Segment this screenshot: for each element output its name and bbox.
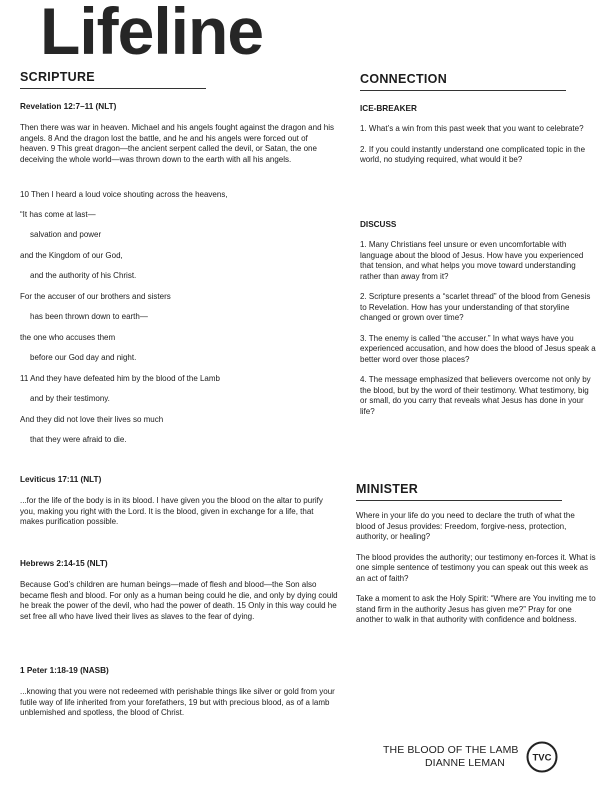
connection-column (360, 72, 596, 91)
discuss-section (360, 220, 596, 417)
leviticus-passage (20, 475, 338, 528)
icebreaker-question: 1. What’s a win from this past week that you want to celebrate? (360, 124, 584, 133)
verse-line: that they were afraid to die. (30, 435, 127, 444)
minister-paragraph: The blood provides the authority; our testimony en-forces it. What is one simple sentence of testimony you can speak out this week as an act of faith? (356, 552, 596, 583)
revelation-paragraph: Then there was war in heaven. Michael and his angels fought against the dragon and his angels. 8 And the dragon lost the battle, and he and his angels were forced out of heaven. 9 This great dragon—the ancient serpent called the devil, or Satan, the one deceiving the whole world—was thrown down to the earth with all his angels. (20, 123, 334, 164)
scripture-heading: SCRIPTURE (20, 70, 206, 89)
verse-line: before our God day and night. (30, 353, 137, 362)
icebreaker-section (360, 104, 596, 166)
verse-line: the one who accuses them (20, 333, 116, 342)
revelation-passage (20, 102, 338, 165)
hebrews-passage (20, 559, 338, 622)
connection-heading: CONNECTION (360, 72, 566, 91)
scripture-column (20, 70, 338, 89)
minister-paragraph: Where in your life do you need to declare the truth of what the blood of Jesus provides: Freedom, forgive-ness, protection, authority, or healing? (356, 511, 575, 541)
leviticus-reference: Leviticus 17:11 (NLT) (20, 475, 102, 484)
peter-passage (20, 666, 338, 719)
verse-line: and by their testimony. (30, 394, 110, 403)
verse-line: salvation and power (30, 230, 102, 239)
discuss-question: 1. Many Christians feel unsure or even uncomfortable with language about the blood of Jesus. How have you experienced that tension, and what helps you move toward understanding rather than away from it? (360, 240, 584, 281)
revelation-reference: Revelation 12:7–11 (NLT) (20, 102, 117, 111)
logo-text: TVC (532, 752, 552, 764)
verse-line: and the Kingdom of our God, (20, 251, 123, 260)
peter-reference: 1 Peter 1:18-19 (NASB) (20, 666, 109, 675)
discuss-label: DISCUSS (360, 220, 397, 229)
verse-line: For the accuser of our brothers and sisters (20, 292, 171, 301)
discuss-question: 4. The message emphasized that believers overcome not only by the blood, but by the word of their testimony. What testimony, big or small, do you carry that reveals what Jesus has done in your life? (360, 375, 591, 416)
minister-section (356, 482, 596, 626)
tvc-logo-icon (526, 741, 558, 773)
hebrews-reference: Hebrews 2:14-15 (NLT) (20, 559, 108, 568)
hebrews-text: Because God’s children are human beings—made of flesh and blood—the Son also became flesh and blood. For only as a human being could he die, and only by dying could he break the power of the devil, who had the power of death. 15 Only in this way could he set free all who have lived their lives as slaves to the fear of dying. (20, 580, 338, 621)
speaker-name: DIANNE LEMAN (425, 757, 505, 769)
verse-line: 11 And they have defeated him by the blood of the Lamb (20, 374, 220, 383)
discuss-question: 3. The enemy is called “the accuser.” In what ways have you experienced accusation, and how does the blood of Jesus speak a better word over those places? (360, 333, 596, 364)
verse-line: and the authority of his Christ. (30, 271, 137, 280)
verse-line: And they did not love their lives so much (20, 415, 164, 424)
sermon-title: THE BLOOD OF THE LAMB (383, 744, 519, 756)
verse-line: 10 Then I heard a loud voice shouting across the heavens, (20, 190, 228, 199)
leviticus-text: ...for the life of the body is in its blood. I have given you the blood on the altar to purify you, making you right with the Lord. It is the blood, given in exchange for a life, that makes purification possible. (20, 496, 323, 526)
icebreaker-question: 2. If you could instantly understand one complicated topic in the world, no studying required, what would it be? (360, 144, 586, 164)
peter-text: ...knowing that you were not redeemed with perishable things like silver or gold from your futile way of life inherited from your forefathers, 19 but with precious blood, as of a lamb unblemished and spotless, the blood of Christ. (20, 687, 335, 717)
icebreaker-label: ICE-BREAKER (360, 104, 417, 113)
minister-paragraph: Take a moment to ask the Holy Spirit: “Where are You inviting me to stand firm in the authority Jesus has given me?” Pray for one another to walk in that authority with confidence and boldness. (356, 594, 596, 624)
page-title: Lifeline (40, 0, 264, 68)
verse-line: has been thrown down to earth— (30, 312, 148, 321)
discuss-question: 2. Scripture presents a “scarlet thread” of the blood from Genesis to Revelation. How has your understanding of that storyline changed or grown over time? (360, 292, 591, 322)
minister-heading: MINISTER (356, 482, 562, 501)
verse-line: “It has come at last— (20, 210, 96, 219)
footer-credits (383, 744, 519, 770)
